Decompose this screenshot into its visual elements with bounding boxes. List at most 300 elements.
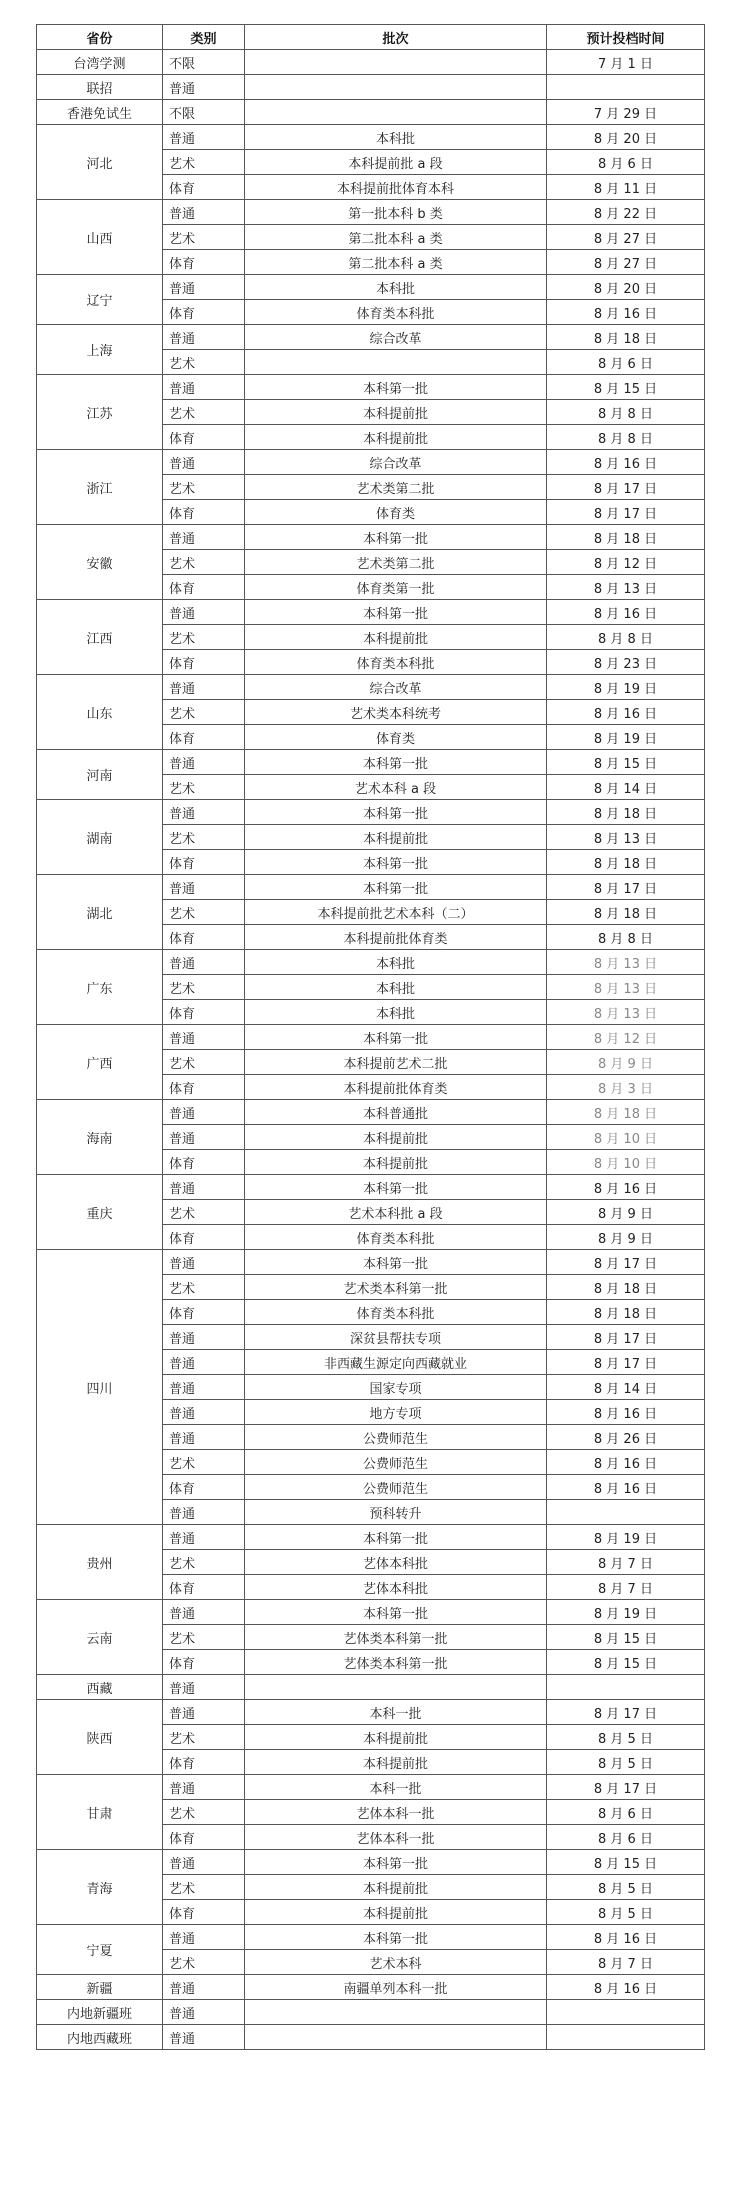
table-row [37,100,705,125]
batch-cell: 艺术本科批 a 段 [245,1200,547,1225]
batch-cell: 本科第一批 [245,1025,547,1050]
table-row [37,75,705,100]
province-cell: 山东 [37,675,163,750]
header-batch: 批次 [245,25,547,50]
table-row [37,2000,705,2025]
batch-cell: 艺术本科 [245,1950,547,1975]
batch-cell: 本科提前批 [245,1900,547,1925]
table-row [37,950,705,975]
category-cell: 普通 [163,1125,245,1150]
category-cell: 普通 [163,200,245,225]
province-cell: 河北 [37,125,163,200]
category-cell: 艺术 [163,700,245,725]
expected-date-cell: 8 月 18 日 [547,800,705,825]
batch-cell: 本科第一批 [245,850,547,875]
batch-cell: 综合改革 [245,675,547,700]
batch-cell: 本科提前批体育类 [245,1075,547,1100]
category-cell: 艺术 [163,1950,245,1975]
expected-date-cell: 8 月 15 日 [547,1650,705,1675]
category-cell: 体育 [163,650,245,675]
province-cell: 陕西 [37,1700,163,1775]
expected-date-cell: 8 月 7 日 [547,1550,705,1575]
batch-cell: 公费师范生 [245,1475,547,1500]
province-cell: 湖北 [37,875,163,950]
batch-cell: 预科转升 [245,1500,547,1525]
header-expected-date: 预计投档时间 [547,25,705,50]
expected-date-cell: 8 月 15 日 [547,375,705,400]
province-cell: 浙江 [37,450,163,525]
batch-cell: 艺术类第二批 [245,550,547,575]
category-cell: 普通 [163,1100,245,1125]
batch-cell [245,75,547,100]
expected-date-cell: 8 月 16 日 [547,1450,705,1475]
category-cell: 艺术 [163,1725,245,1750]
batch-cell: 综合改革 [245,450,547,475]
category-cell: 普通 [163,275,245,300]
batch-cell: 本科批 [245,275,547,300]
expected-date-cell: 8 月 8 日 [547,400,705,425]
expected-date-cell: 8 月 6 日 [547,1800,705,1825]
expected-date-cell: 8 月 11 日 [547,175,705,200]
category-cell: 体育 [163,575,245,600]
category-cell: 体育 [163,850,245,875]
province-cell: 河南 [37,750,163,800]
batch-cell: 本科批 [245,125,547,150]
table-row [37,525,705,550]
province-cell: 四川 [37,1250,163,1525]
category-cell: 体育 [163,1750,245,1775]
table-row [37,1700,705,1725]
batch-cell: 本科提前批艺术本科（二） [245,900,547,925]
table-row [37,600,705,625]
category-cell: 普通 [163,1350,245,1375]
province-cell: 贵州 [37,1525,163,1600]
expected-date-cell: 8 月 13 日 [547,1000,705,1025]
category-cell: 普通 [163,1375,245,1400]
expected-date-cell: 8 月 16 日 [547,700,705,725]
batch-cell [245,2000,547,2025]
table-header [37,25,705,50]
batch-cell: 体育类本科批 [245,300,547,325]
expected-date-cell: 8 月 17 日 [547,1775,705,1800]
expected-date-cell: 8 月 15 日 [547,1625,705,1650]
batch-cell: 本科第一批 [245,750,547,775]
table-row [37,800,705,825]
expected-date-cell: 8 月 8 日 [547,625,705,650]
batch-cell: 本科一批 [245,1775,547,1800]
table-row [37,375,705,400]
table-row [37,1100,705,1125]
table-row [37,750,705,775]
expected-date-cell: 7 月 29 日 [547,100,705,125]
batch-cell: 公费师范生 [245,1450,547,1475]
expected-date-cell: 8 月 7 日 [547,1575,705,1600]
batch-cell: 体育类 [245,500,547,525]
category-cell: 艺术 [163,1800,245,1825]
expected-date-cell: 8 月 27 日 [547,225,705,250]
category-cell: 普通 [163,1400,245,1425]
category-cell: 普通 [163,875,245,900]
category-cell: 体育 [163,725,245,750]
expected-date-cell: 8 月 22 日 [547,200,705,225]
batch-cell [245,350,547,375]
admission-schedule-table [36,24,705,2050]
category-cell: 普通 [163,1675,245,1700]
expected-date-cell: 8 月 8 日 [547,925,705,950]
expected-date-cell: 8 月 10 日 [547,1150,705,1175]
expected-date-cell [547,2025,705,2050]
table-row [37,1025,705,1050]
category-cell: 艺术 [163,1625,245,1650]
batch-cell: 本科普通批 [245,1100,547,1125]
batch-cell: 艺体本科一批 [245,1800,547,1825]
category-cell: 艺术 [163,475,245,500]
expected-date-cell: 8 月 19 日 [547,1600,705,1625]
category-cell: 普通 [163,2000,245,2025]
expected-date-cell: 8 月 16 日 [547,450,705,475]
expected-date-cell: 8 月 13 日 [547,975,705,1000]
category-cell: 艺术 [163,350,245,375]
batch-cell: 非西藏生源定向西藏就业 [245,1350,547,1375]
batch-cell: 艺体本科一批 [245,1825,547,1850]
header-row [37,25,705,50]
expected-date-cell: 8 月 5 日 [547,1875,705,1900]
header-province: 省份 [37,25,163,50]
batch-cell: 第二批本科 a 类 [245,250,547,275]
category-cell: 艺术 [163,1050,245,1075]
expected-date-cell: 8 月 17 日 [547,1700,705,1725]
category-cell: 体育 [163,425,245,450]
category-cell: 普通 [163,1500,245,1525]
category-cell: 普通 [163,375,245,400]
category-cell: 艺术 [163,550,245,575]
expected-date-cell: 8 月 9 日 [547,1050,705,1075]
category-cell: 艺术 [163,625,245,650]
expected-date-cell: 8 月 6 日 [547,350,705,375]
category-cell: 普通 [163,950,245,975]
header-category: 类别 [163,25,245,50]
batch-cell: 本科第一批 [245,1250,547,1275]
province-cell: 海南 [37,1100,163,1175]
batch-cell: 艺体类本科第一批 [245,1650,547,1675]
expected-date-cell [547,2000,705,2025]
expected-date-cell: 8 月 19 日 [547,725,705,750]
expected-date-cell: 8 月 18 日 [547,1300,705,1325]
province-cell: 新疆 [37,1975,163,2000]
batch-cell: 本科提前批 [245,625,547,650]
category-cell: 普通 [163,600,245,625]
batch-cell: 艺术类第二批 [245,475,547,500]
table-row [37,125,705,150]
province-cell: 安徽 [37,525,163,600]
expected-date-cell: 8 月 17 日 [547,1250,705,1275]
expected-date-cell: 8 月 16 日 [547,1175,705,1200]
expected-date-cell: 8 月 8 日 [547,425,705,450]
category-cell: 艺术 [163,225,245,250]
expected-date-cell: 8 月 18 日 [547,850,705,875]
batch-cell: 本科提前批 [245,1875,547,1900]
batch-cell: 本科第一批 [245,1600,547,1625]
expected-date-cell: 8 月 12 日 [547,550,705,575]
province-cell: 甘肃 [37,1775,163,1850]
category-cell: 艺术 [163,900,245,925]
expected-date-cell: 8 月 10 日 [547,1125,705,1150]
batch-cell: 艺术类本科统考 [245,700,547,725]
province-cell: 宁夏 [37,1925,163,1975]
category-cell: 体育 [163,500,245,525]
expected-date-cell: 8 月 18 日 [547,1275,705,1300]
province-cell: 湖南 [37,800,163,875]
batch-cell [245,1675,547,1700]
table-row [37,450,705,475]
province-cell: 云南 [37,1600,163,1675]
batch-cell: 本科提前批 [245,1125,547,1150]
expected-date-cell: 8 月 14 日 [547,1375,705,1400]
table-row [37,2025,705,2050]
expected-date-cell: 8 月 16 日 [547,1400,705,1425]
batch-cell: 艺体本科批 [245,1550,547,1575]
batch-cell: 本科提前批 [245,1150,547,1175]
expected-date-cell: 8 月 3 日 [547,1075,705,1100]
table-row [37,325,705,350]
category-cell: 体育 [163,1575,245,1600]
batch-cell: 本科批 [245,975,547,1000]
expected-date-cell: 8 月 26 日 [547,1425,705,1450]
category-cell: 普通 [163,1775,245,1800]
batch-cell: 本科第一批 [245,1925,547,1950]
expected-date-cell: 8 月 6 日 [547,150,705,175]
batch-cell: 体育类本科批 [245,1300,547,1325]
category-cell: 艺术 [163,1200,245,1225]
expected-date-cell: 8 月 27 日 [547,250,705,275]
category-cell: 普通 [163,75,245,100]
category-cell: 艺术 [163,1875,245,1900]
category-cell: 艺术 [163,1550,245,1575]
table-row [37,1250,705,1275]
province-cell: 江苏 [37,375,163,450]
expected-date-cell: 8 月 15 日 [547,1850,705,1875]
batch-cell: 本科第一批 [245,1175,547,1200]
expected-date-cell: 8 月 18 日 [547,900,705,925]
batch-cell: 体育类第一批 [245,575,547,600]
category-cell: 普通 [163,800,245,825]
category-cell: 普通 [163,1325,245,1350]
expected-date-cell: 7 月 1 日 [547,50,705,75]
batch-cell: 本科第一批 [245,875,547,900]
expected-date-cell: 8 月 17 日 [547,1350,705,1375]
province-cell: 青海 [37,1850,163,1925]
category-cell: 普通 [163,125,245,150]
expected-date-cell: 8 月 17 日 [547,475,705,500]
category-cell: 普通 [163,450,245,475]
province-cell: 台湾学测 [37,50,163,75]
category-cell: 普通 [163,1700,245,1725]
province-cell: 江西 [37,600,163,675]
expected-date-cell: 8 月 16 日 [547,1975,705,2000]
table-row [37,200,705,225]
expected-date-cell: 8 月 5 日 [547,1725,705,1750]
expected-date-cell: 8 月 17 日 [547,875,705,900]
expected-date-cell: 8 月 18 日 [547,525,705,550]
batch-cell: 本科提前批 [245,425,547,450]
category-cell: 体育 [163,1300,245,1325]
batch-cell: 本科提前批 a 段 [245,150,547,175]
batch-cell: 本科第一批 [245,525,547,550]
batch-cell: 本科第一批 [245,600,547,625]
expected-date-cell: 8 月 18 日 [547,1100,705,1125]
category-cell: 普通 [163,1975,245,2000]
category-cell: 艺术 [163,1450,245,1475]
expected-date-cell: 8 月 7 日 [547,1950,705,1975]
expected-date-cell: 8 月 20 日 [547,275,705,300]
expected-date-cell: 8 月 5 日 [547,1900,705,1925]
table-row [37,1775,705,1800]
table-row [37,1975,705,2000]
category-cell: 普通 [163,675,245,700]
expected-date-cell: 8 月 9 日 [547,1200,705,1225]
table-row [37,675,705,700]
batch-cell: 本科提前批 [245,1750,547,1775]
batch-cell: 综合改革 [245,325,547,350]
category-cell: 体育 [163,1150,245,1175]
province-cell: 上海 [37,325,163,375]
category-cell: 普通 [163,1850,245,1875]
batch-cell: 深贫县帮扶专项 [245,1325,547,1350]
category-cell: 体育 [163,1000,245,1025]
batch-cell: 南疆单列本科一批 [245,1975,547,2000]
province-cell: 内地西藏班 [37,2025,163,2050]
category-cell: 体育 [163,1475,245,1500]
expected-date-cell: 8 月 16 日 [547,1925,705,1950]
category-cell: 普通 [163,2025,245,2050]
batch-cell: 本科提前艺术二批 [245,1050,547,1075]
expected-date-cell: 8 月 15 日 [547,750,705,775]
category-cell: 不限 [163,100,245,125]
category-cell: 体育 [163,1225,245,1250]
table-row [37,1850,705,1875]
category-cell: 普通 [163,1525,245,1550]
expected-date-cell: 8 月 13 日 [547,950,705,975]
expected-date-cell [547,1500,705,1525]
expected-date-cell [547,1675,705,1700]
province-cell: 广东 [37,950,163,1025]
batch-cell: 体育类本科批 [245,650,547,675]
province-cell: 西藏 [37,1675,163,1700]
category-cell: 艺术 [163,150,245,175]
batch-cell: 本科提前批 [245,1725,547,1750]
category-cell: 普通 [163,1600,245,1625]
province-cell: 辽宁 [37,275,163,325]
expected-date-cell: 8 月 19 日 [547,1525,705,1550]
table-row [37,1675,705,1700]
batch-cell [245,100,547,125]
batch-cell: 国家专项 [245,1375,547,1400]
category-cell: 体育 [163,1075,245,1100]
province-cell: 山西 [37,200,163,275]
expected-date-cell: 8 月 13 日 [547,825,705,850]
expected-date-cell: 8 月 16 日 [547,300,705,325]
province-cell: 联招 [37,75,163,100]
batch-cell: 体育类 [245,725,547,750]
category-cell: 体育 [163,1650,245,1675]
category-cell: 艺术 [163,975,245,1000]
batch-cell: 本科批 [245,1000,547,1025]
batch-cell: 艺术本科 a 段 [245,775,547,800]
batch-cell: 地方专项 [245,1400,547,1425]
batch-cell: 本科批 [245,950,547,975]
expected-date-cell: 8 月 23 日 [547,650,705,675]
batch-cell [245,50,547,75]
expected-date-cell: 8 月 6 日 [547,1825,705,1850]
category-cell: 艺术 [163,825,245,850]
batch-cell: 本科第一批 [245,800,547,825]
category-cell: 普通 [163,525,245,550]
category-cell: 不限 [163,50,245,75]
table-row [37,50,705,75]
category-cell: 体育 [163,925,245,950]
batch-cell [245,2025,547,2050]
expected-date-cell: 8 月 12 日 [547,1025,705,1050]
expected-date-cell: 8 月 17 日 [547,1325,705,1350]
category-cell: 普通 [163,1925,245,1950]
expected-date-cell: 8 月 13 日 [547,575,705,600]
expected-date-cell: 8 月 20 日 [547,125,705,150]
batch-cell: 本科第一批 [245,1525,547,1550]
batch-cell: 本科第一批 [245,1850,547,1875]
table-row [37,1175,705,1200]
table-row [37,275,705,300]
batch-cell: 艺体本科批 [245,1575,547,1600]
expected-date-cell: 8 月 9 日 [547,1225,705,1250]
expected-date-cell: 8 月 16 日 [547,1475,705,1500]
batch-cell: 公费师范生 [245,1425,547,1450]
batch-cell: 本科一批 [245,1700,547,1725]
category-cell: 普通 [163,1175,245,1200]
batch-cell: 第一批本科 b 类 [245,200,547,225]
expected-date-cell [547,75,705,100]
table-row [37,1600,705,1625]
batch-cell: 本科提前批体育本科 [245,175,547,200]
table-row [37,875,705,900]
category-cell: 体育 [163,300,245,325]
table-body [37,50,705,2050]
category-cell: 艺术 [163,1275,245,1300]
province-cell: 重庆 [37,1175,163,1250]
table-row [37,1925,705,1950]
expected-date-cell: 8 月 19 日 [547,675,705,700]
batch-cell: 体育类本科批 [245,1225,547,1250]
batch-cell: 本科提前批 [245,400,547,425]
category-cell: 普通 [163,1425,245,1450]
category-cell: 普通 [163,1025,245,1050]
category-cell: 体育 [163,250,245,275]
batch-cell: 艺体类本科第一批 [245,1625,547,1650]
batch-cell: 艺术类本科第一批 [245,1275,547,1300]
table-row [37,1525,705,1550]
batch-cell: 本科提前批体育类 [245,925,547,950]
batch-cell: 本科第一批 [245,375,547,400]
category-cell: 体育 [163,1825,245,1850]
batch-cell: 第二批本科 a 类 [245,225,547,250]
category-cell: 艺术 [163,775,245,800]
expected-date-cell: 8 月 5 日 [547,1750,705,1775]
expected-date-cell: 8 月 14 日 [547,775,705,800]
province-cell: 广西 [37,1025,163,1100]
expected-date-cell: 8 月 18 日 [547,325,705,350]
category-cell: 体育 [163,1900,245,1925]
category-cell: 普通 [163,325,245,350]
expected-date-cell: 8 月 17 日 [547,500,705,525]
